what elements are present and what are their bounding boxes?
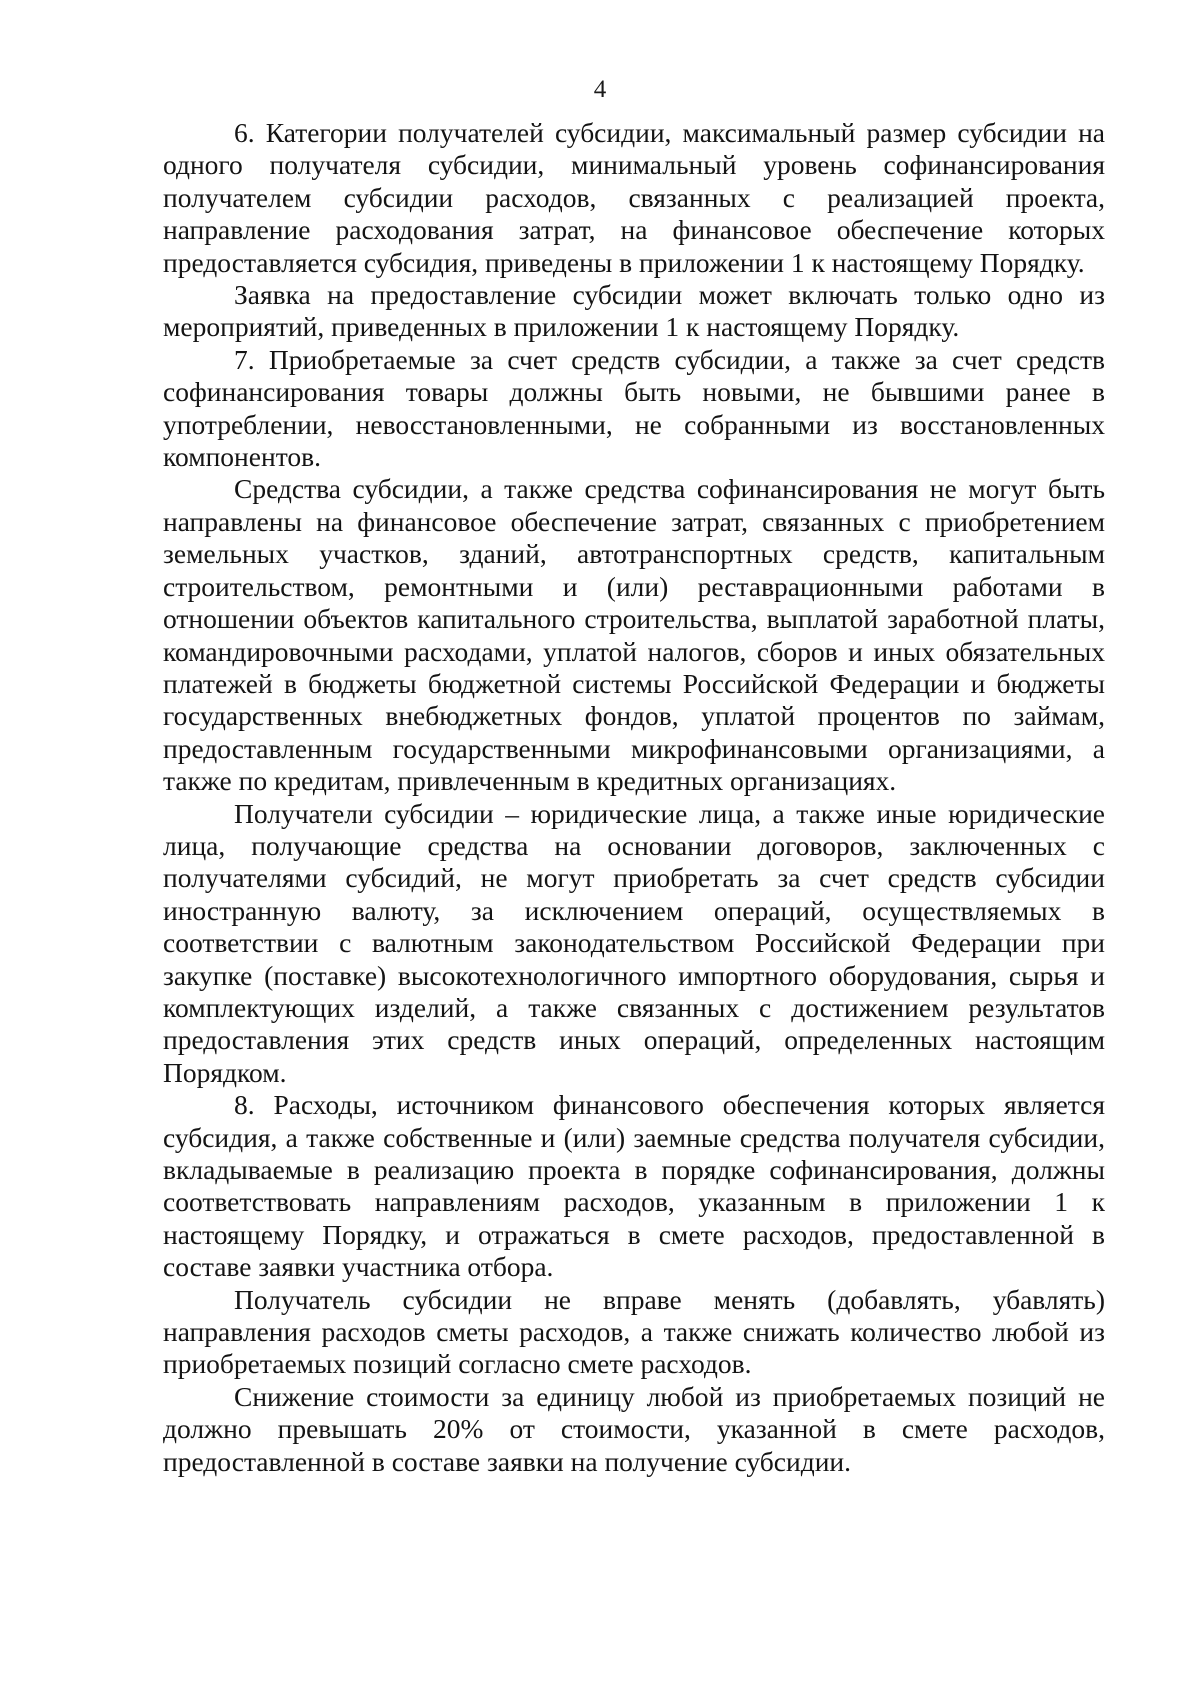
paragraph-item-8: 8. Расходы, источником финансового обеспечения которых является субсидия, а также собственные и (или) заемные средства получателя субсидии, вкладываемые в реализацию проекта в порядке софинансирования, должны соответствовать направлениям расходов, указанным в приложении 1 к настоящему Порядку, и отражаться в смете расходов, предоставленной в составе заявки участника отбора. bbox=[163, 1089, 1105, 1283]
paragraph-expense-directions: Получатель субсидии не вправе менять (добавлять, убавлять) направления расходов сметы расходов, а также снижать количество любой из приобретаемых позиций согласно смете расходов. bbox=[163, 1283, 1105, 1380]
paragraph-foreign-currency: Получатели субсидии – юридические лица, а также иные юридические лица, получающие средства на основании договоров, заключенных с получателями субсидий, не могут приобретать за счет средств субсидии иностранную валюту, за исключением операций, осуществляемых в соответствии с валютным законодательством Российской Федерации при закупке (поставке) высокотехнологичного импортного оборудования, сырья и комплектующих изделий, а также связанных с достижением результатов предоставления этих средств иных операций, определенных настоящим Порядком. bbox=[163, 797, 1105, 1088]
paragraph-application-scope: Заявка на предоставление субсидии может включать только одно из мероприятий, приведенных в приложении 1 к настоящему Порядку. bbox=[163, 279, 1105, 343]
document-body bbox=[163, 117, 1105, 1478]
page-number: 4 bbox=[593, 76, 607, 103]
paragraph-cost-reduction: Снижение стоимости за единицу любой из приобретаемых позиций не должно превышать 20% от стоимости, указанной в смете расходов, предоставленной в составе заявки на получение субсидии. bbox=[163, 1380, 1105, 1477]
paragraph-item-6: 6. Категории получателей субсидии, максимальный размер субсидии на одного получателя субсидии, минимальный уровень софинансирования получателем субсидии расходов, связанных с реализацией проекта, направление расходования затрат, на финансовое обеспечение которых предоставляется субсидия, приведены в приложении 1 к настоящему Порядку. bbox=[163, 117, 1105, 278]
paragraph-prohibited-expenses: Средства субсидии, а также средства софинансирования не могут быть направлены на финансовое обеспечение затрат, связанных с приобретением земельных участков, зданий, автотранспортных средств, капитальным строительством, ремонтными и (или) реставрационными работами в отношении объектов капитального строительства, выплатой заработной платы, командировочными расходами, уплатой налогов, сборов и иных обязательных платежей в бюджеты бюджетной системы Российской Федерации и бюджеты государственных внебюджетных фондов, уплатой процентов по займам, предоставленным государственными микрофинансовыми организациями, а также по кредитам, привлеченным в кредитных организациях. bbox=[163, 473, 1105, 797]
paragraph-item-7: 7. Приобретаемые за счет средств субсидии, а также за счет средств софинансирования товары должны быть новыми, не бывшими ранее в употреблении, невосстановленными, не собранными из восстановленных компонентов. bbox=[163, 343, 1105, 473]
